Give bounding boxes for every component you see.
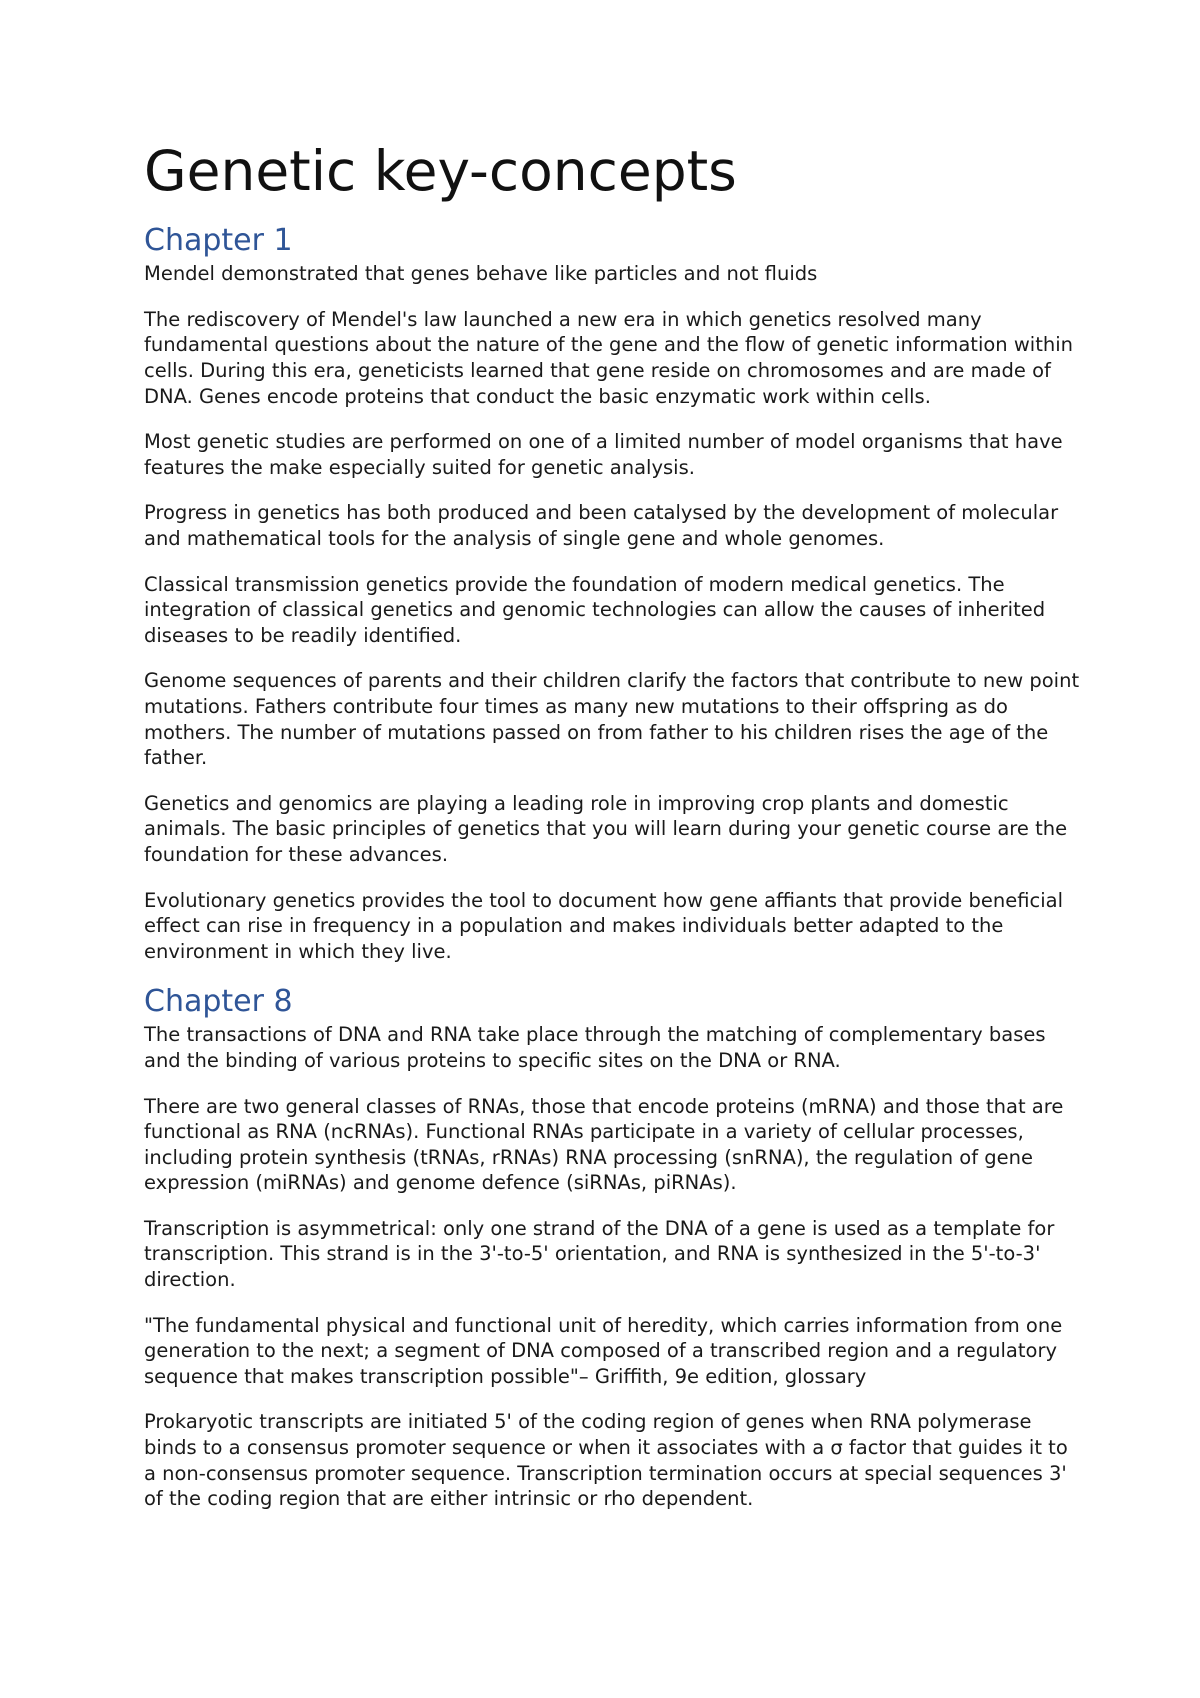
paragraph: The rediscovery of Mendel's law launched a new era in which genetics resolved many fundamental questions about the nature of the gene and the flow of genetic information within cells. During this era, geneticists learned that gene reside on chromosomes and are made of DNA. Genes encode proteins that conduct the basic enzymatic work within cells.	[144, 307, 1074, 408]
chapter-heading: Chapter 1	[144, 223, 293, 259]
paragraph: The transactions of DNA and RNA take place through the matching of complementary bases and the binding of various proteins to specific sites on the DNA or RNA.	[144, 1023, 1046, 1072]
paragraph: Most genetic studies are performed on one of a limited number of model organisms that have features the make especially suited for genetic analysis.	[144, 430, 1063, 479]
paragraph: Genetics and genomics are playing a leading role in improving crop plants and domestic animals. The basic principles of genetics that you will learn during your genetic course are the foundation for these advances.	[144, 791, 1068, 866]
chapter-1-section	[144, 223, 1084, 964]
document-title: Genetic key-concepts	[144, 139, 737, 203]
paragraph: Prokaryotic transcripts are initiated 5' of the coding region of genes when RNA polymerase binds to a consensus promoter sequence or when it associates with a σ factor that guides it to a non-consensus promoter sequence. Transcription termination occurs at special sequences 3' of the coding region that are either intrinsic or rho dependent.	[144, 1410, 1068, 1511]
paragraph: Mendel demonstrated that genes behave like particles and not fluids	[144, 262, 818, 286]
chapter-8-section	[144, 984, 1084, 1512]
paragraph: There are two general classes of RNAs, those that encode proteins (mRNA) and those that are functional as RNA (ncRNAs). Functional RNAs participate in a variety of cellular processes, including protein synthesis (tRNAs, rRNAs) RNA processing (snRNA), the regulation of gene expression (miRNAs) and genome defence (siRNAs, piRNAs).	[144, 1094, 1064, 1195]
paragraph: Genome sequences of parents and their children clarify the factors that contribute to new point mutations. Fathers contribute four times as many new mutations to their offspring as do mothers. The number of mutations passed on from father to his children rises the age of the father.	[144, 669, 1080, 770]
paragraph: Progress in genetics has both produced and been catalysed by the development of molecular and mathematical tools for the analysis of single gene and whole genomes.	[144, 501, 1059, 550]
paragraph: "The fundamental physical and functional unit of heredity, which carries information from one generation to the next; a segment of DNA composed of a transcribed region and a regulatory sequence that makes transcription possible"– Griffith, 9e edition, glossary	[144, 1313, 1063, 1388]
paragraph: Evolutionary genetics provides the tool to document how gene affiants that provide beneficial effect can rise in frequency in a population and makes individuals better adapted to the environment in which they live.	[144, 888, 1063, 963]
chapter-heading: Chapter 8	[144, 984, 293, 1020]
paragraph: Transcription is asymmetrical: only one strand of the DNA of a gene is used as a template for transcription. This strand is in the 3'-to-5' orientation, and RNA is synthesized in the 5'-to-3' direction.	[144, 1216, 1055, 1292]
document-page	[144, 140, 1084, 1532]
paragraph: Classical transmission genetics provide the foundation of modern medical genetics. The integration of classical genetics and genomic technologies can allow the causes of inherited diseases to be readily identified.	[144, 572, 1046, 647]
